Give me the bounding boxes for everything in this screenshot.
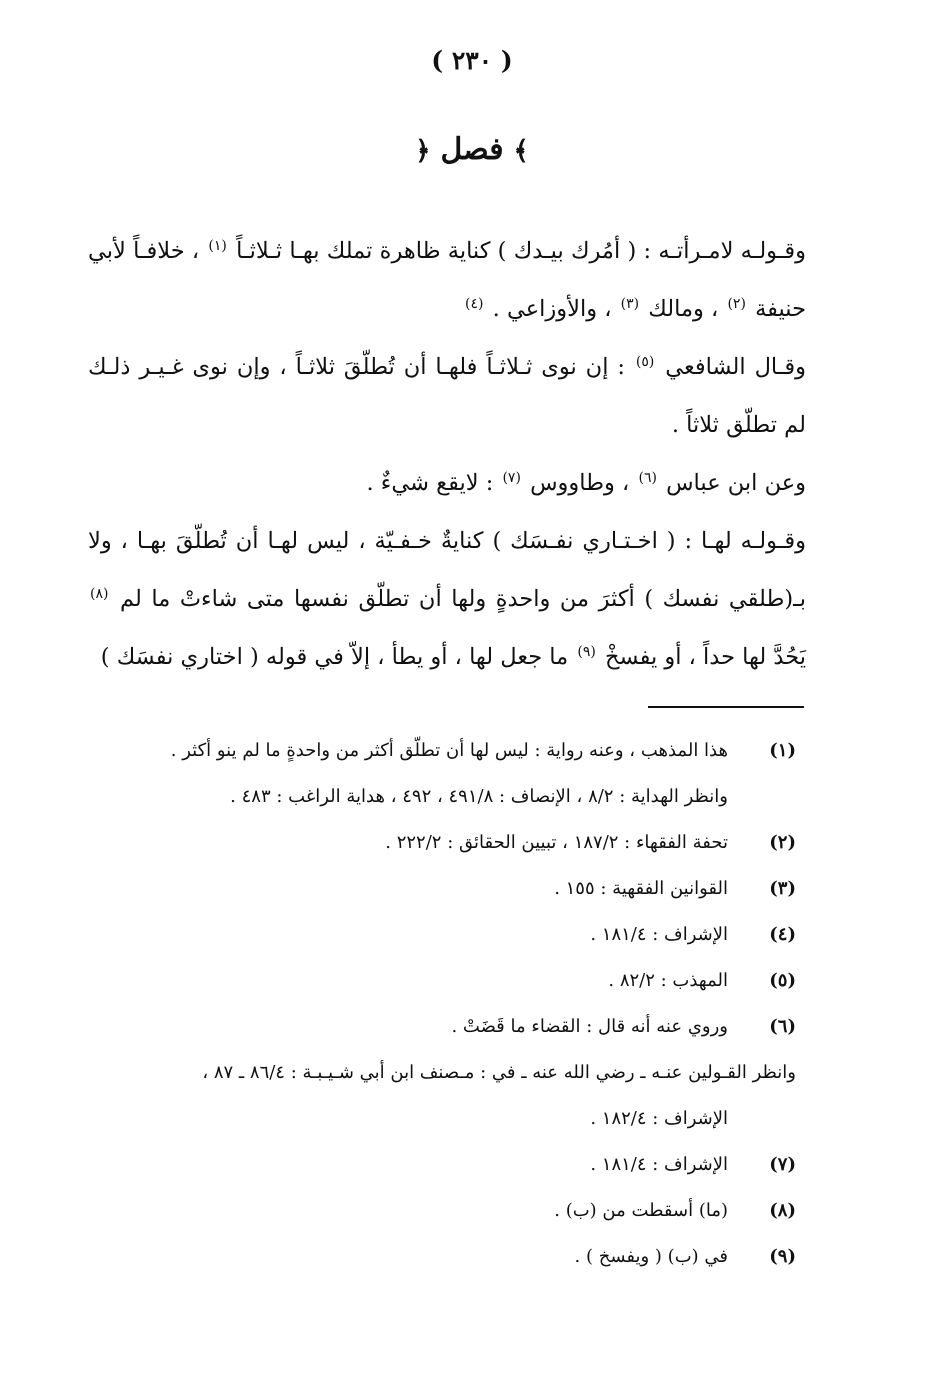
footnote-text: تحفة الفقهاء : ١٨٧/٢ ، تبيين الحقائق : ٢٢٢/٢ . [385,832,728,853]
footnote [80,958,796,1004]
paragraph [88,454,806,512]
footnote-ref[interactable]: (٨) [90,585,109,602]
text-run: وقـولـه لامـرأتـه : ( أمُرك بيـدك ) كناية ظاهرة تملك بهـا ثـلاثـاً [236,238,807,264]
text-run: وقـال الشافعي [665,354,806,380]
footnote-ref[interactable]: (٩) [577,643,596,660]
footnote-ref[interactable]: (٣) [620,295,640,312]
footnote-number: (٧) [769,1154,796,1175]
footnote-text: وانظر القـولين عنـه ـ رضي الله عنه ـ في : مـصنف ابن أبي شـيـبـة : ٨٦/٤ ـ ٨٧ ، [202,1062,796,1083]
footnote-text: المهذب : ٨٢/٢ . [608,970,728,991]
ornament-left: ﴾ [513,136,529,166]
footnote-text: (ما) أسقطت من (ب) . [554,1200,728,1221]
footnote [80,728,796,820]
footnote-number: (٣) [769,878,796,899]
text-run: ، والأوزاعي . [492,296,612,322]
footnote [80,1234,796,1280]
section-title-text: فصل [440,132,504,167]
footnote [80,1004,796,1050]
footnote-number: (٦) [769,1016,796,1037]
footnote [80,866,796,912]
footnote [80,820,796,866]
footnote-number: (٨) [769,1200,796,1221]
footnote-text: الإشراف : ١٨١/٤ . [590,924,728,945]
footnote [80,912,796,958]
footnote-text: الإشراف : ١٨١/٤ . [590,1154,728,1175]
section-title [0,132,944,167]
footnote-ref[interactable]: (٧) [502,469,521,486]
text-run: يَحُدَّ لها حداً ، أو يفسخْ [604,644,806,670]
text-run: ، وطاووس [530,470,630,496]
footnote-ref[interactable]: (٤) [465,295,484,312]
footnote [80,1142,796,1188]
footnote-ref[interactable]: (٦) [638,469,657,486]
footnote-separator [648,706,804,708]
footnote-number: (٩) [769,1246,796,1267]
text-run: وقـولـه لهـا : ( اخـتـاري نفـسَك ) كنايةٌ خـفـيّة ، ليس لهـا أن تُطلّقَ بهـا ، ولا بـ(طلقي نفسك ) أكثرَ من واحدةٍ ولها أن تطلّق نفسها متى شاءتْ ما لم [88,528,806,612]
footnote-text: هذا المذهب ، وعنه رواية : ليس لها أن تطلّق أكثر من واحدةٍ ما لم ينو أكثر . [170,740,728,761]
footnote-number: (٥) [769,970,796,991]
paragraph [88,222,806,338]
paragraph [88,512,806,686]
footnote-number: (٤) [769,924,796,945]
paragraph [88,338,806,454]
footnote-text: الإشراف : ١٨٢/٤ . [590,1108,728,1129]
text-run: ، ومالك [648,296,719,322]
footnote-text: في (ب) ( ويفسخ ) . [574,1246,728,1267]
text-run: ما جعل لها ، أو يطأ ، إلاّ في قوله ( اختاري نفسَك ) [100,644,569,670]
footnote-text: وانظر الهداية : ٨/٢ ، الإنصاف : ٤٩١/٨ ، ٤٩٢ ، هداية الراغب : ٤٨٣ . [230,786,728,807]
footnote-number: (٢) [769,832,796,853]
footnote-text: وروي عنه أنه قال : القضاء ما قَضَتْ . [451,1016,728,1037]
main-text [88,222,806,686]
ornament-right: ﴿ [415,136,431,166]
footnote-ref[interactable]: (٥) [635,353,655,370]
text-run: : لايقع شيءٌ . [366,470,494,496]
text-run: ، خلافـاً لأبي حنيفة [88,238,806,322]
text-run: وعن ابن عباس [666,470,806,496]
footnotes [80,728,796,1280]
footnote-ref[interactable]: (١) [208,237,227,254]
footnote-text: القوانين الفقهية : ١٥٥ . [554,878,728,899]
footnote [80,1188,796,1234]
text-run: : إن نوى ثـلاثـاً فلهـا أن تُطلّقَ ثلاثـاً ، وإن نوى غـيـر ذلـك لم تطلّق ثلاثاً . [88,354,806,438]
footnote-ref[interactable]: (٢) [727,295,746,312]
footnote-number: (١) [769,740,796,761]
page-number: ( ٢٣٠ ) [431,46,513,75]
